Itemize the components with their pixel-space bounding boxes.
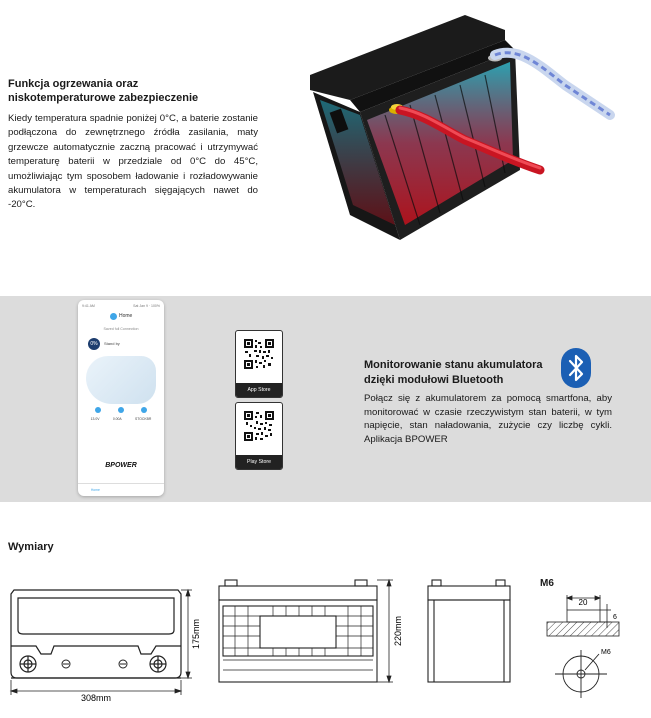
height-dimension: 220mm <box>393 615 403 647</box>
play-store-qr[interactable] <box>235 402 283 470</box>
home-icon <box>110 313 117 320</box>
qr-code-icon <box>244 339 274 369</box>
battery-graphic <box>86 356 156 404</box>
qr-code-icon <box>244 411 274 441</box>
terminal-title: M6 <box>540 578 554 589</box>
dimensions-title: Wymiary <box>8 541 54 553</box>
heating-description: Kiedy temperatura spadnie poniżej 0°C, a baterie zostanie podłączona do zewnętrznego źródła zasilania, maty grzewcze automatycznie zaczną pracować i utrzymywać temperaturę baterii w przedziale od 0°C do 45°C, umożliwiając tym sposobem ładowanie i rozładowywanie akumulatora w temperaturach sięgających nawet do -20°C. <box>8 113 258 211</box>
bluetooth-description: Połącz się z akumulatorem za pomocą smartfona, aby monitorować w czasie rzeczywistym stan baterii, w tym napięcie, stan naładowania, zużycie czy liczbę cykli. Aplikacja BPOWER <box>364 393 612 445</box>
terminal-negative <box>20 656 36 672</box>
phone-time: 9:41 AM <box>82 304 95 308</box>
heating-title: Funkcja ogrzewania oraz niskotemperaturowe zabezpieczenie <box>8 78 199 104</box>
length-dimension: 308mm <box>80 693 112 703</box>
width-dimension: 175mm <box>191 618 201 650</box>
voltage-icon <box>95 407 101 413</box>
terminal-detail-drawing <box>545 590 635 700</box>
bpower-logo: BPOWER <box>105 462 137 469</box>
phone-state: Stand by <box>104 341 120 346</box>
phone-status: Sat Jan 9 · 100% <box>133 304 160 308</box>
terminal-thread-label: M6 <box>601 649 611 656</box>
phone-home-label: Home <box>119 313 133 319</box>
app-store-qr[interactable] <box>235 330 283 398</box>
phone-tabbar <box>78 483 164 496</box>
status-icon <box>141 407 147 413</box>
reading-voltage: 13.0V <box>90 417 100 421</box>
bluetooth-title: Monitorowanie stanu akumulatora dzięki modułowi Bluetooth <box>364 359 543 386</box>
reading-values <box>84 417 158 421</box>
reading-current: 0.00A <box>112 417 122 421</box>
terminal-positive <box>150 656 166 672</box>
bluetooth-icon <box>561 348 591 388</box>
play-store-label: Play Store <box>236 455 282 469</box>
current-icon <box>118 407 124 413</box>
soc-indicator: 0% <box>88 338 100 350</box>
terminal-width: 20 <box>578 598 588 607</box>
reading-icons <box>86 407 156 413</box>
front-view-drawing <box>6 580 206 705</box>
phone-saved-label: Saved full Connection <box>103 327 139 331</box>
end-view-drawing <box>424 578 519 688</box>
app-screenshot <box>78 300 164 496</box>
app-store-label: App Store <box>236 383 282 397</box>
tab-home: Home <box>90 488 100 492</box>
side-view-drawing <box>215 578 410 688</box>
terminal-height: 6 <box>613 614 617 621</box>
reading-status: STOCKBR <box>134 417 152 421</box>
battery-heating-illustration <box>305 10 625 250</box>
